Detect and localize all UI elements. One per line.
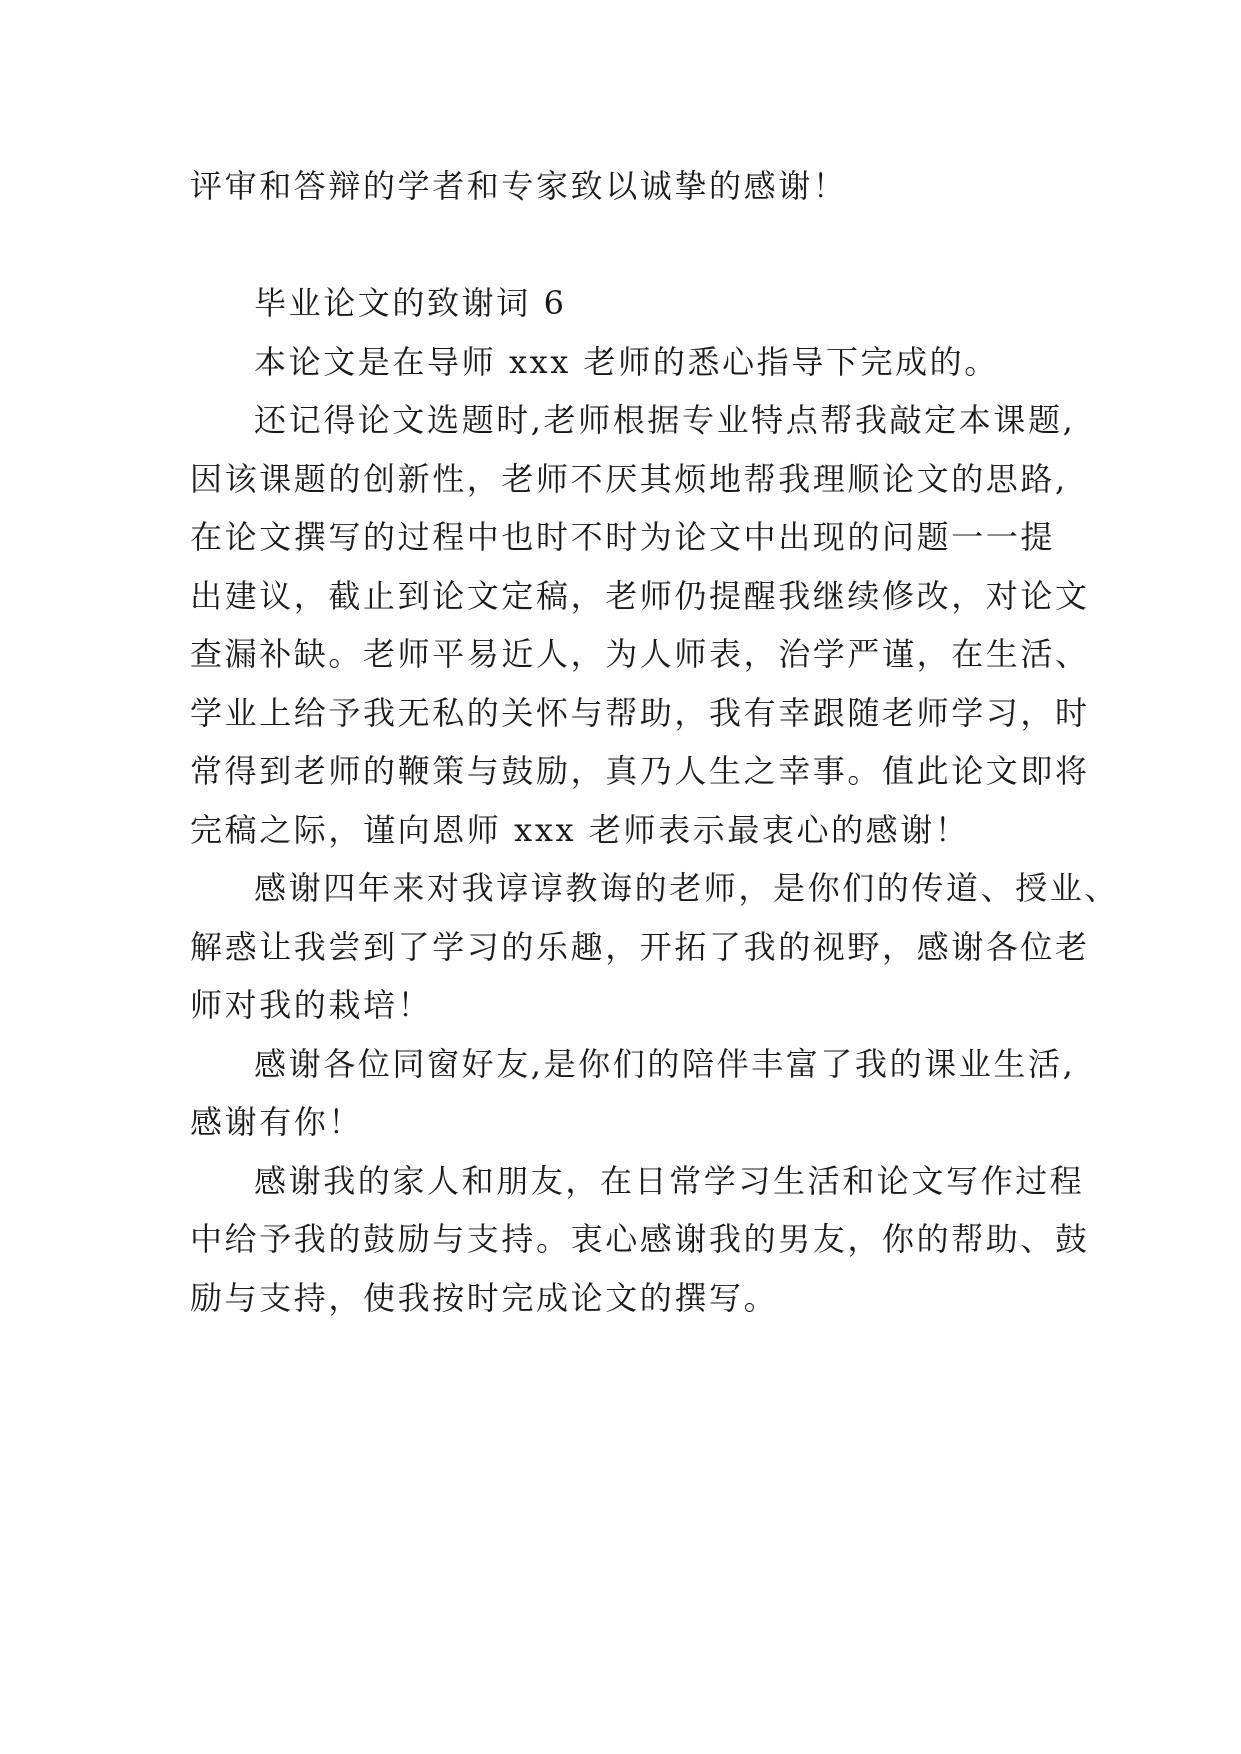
- paragraph-gap: [190, 216, 1070, 275]
- document-body: [190, 157, 1120, 1327]
- text-line: 在论文撰写的过程中也时不时为论文中出现的问题一一提: [190, 518, 1056, 556]
- text-line: 感谢各位同窗好友,是你们的陪伴丰富了我的课业生活,: [254, 1044, 1076, 1083]
- text-line: 因该课题的创新性，老师不厌其烦地帮我理顺论文的思路,: [190, 459, 1068, 498]
- text-line: 出建议，截止到论文定稿，老师仍提醒我继续修改，对论文: [190, 576, 1090, 615]
- text-line: 师对我的栽培！: [190, 986, 433, 1024]
- text-line: 评审和答辩的学者和专家致以诚挚的感谢！: [190, 167, 848, 205]
- text-line: 解惑让我尝到了学习的乐趣，开拓了我的视野，感谢各位老: [190, 927, 1090, 966]
- text-line: 学业上给予我无私的关怀与帮助，我有幸跟随老师学习，时: [190, 693, 1090, 732]
- section-heading: 毕业论文的致谢词 6: [254, 284, 567, 322]
- text-line: 中给予我的鼓励与支持。衷心感谢我的男友，你的帮助、鼓: [190, 1220, 1090, 1258]
- text-line: 感谢我的家人和朋友，在日常学习生活和论文写作过程: [254, 1161, 1085, 1200]
- text-line: 本论文是在导师 xxx 老师的悉心指导下完成的。: [254, 342, 999, 381]
- text-line: 常得到老师的鞭策与鼓励，真乃人生之幸事。值此论文即将: [190, 752, 1090, 790]
- text-line: 查漏补缺。老师平易近人，为人师表，治学严谨，在生活、: [190, 635, 1090, 673]
- text-line: 感谢四年来对我谆谆教诲的老师，是你们的传道、授业、: [254, 869, 1120, 907]
- text-line: 励与支持，使我按时完成论文的撰写。: [190, 1278, 779, 1317]
- text-line: 感谢有你！: [190, 1103, 364, 1141]
- text-line: 还记得论文选题时,老师根据专业特点帮我敲定本课题,: [254, 401, 1076, 439]
- text-line: 完稿之际，谨向恩师 xxx 老师表示最衷心的感谢！: [190, 810, 970, 849]
